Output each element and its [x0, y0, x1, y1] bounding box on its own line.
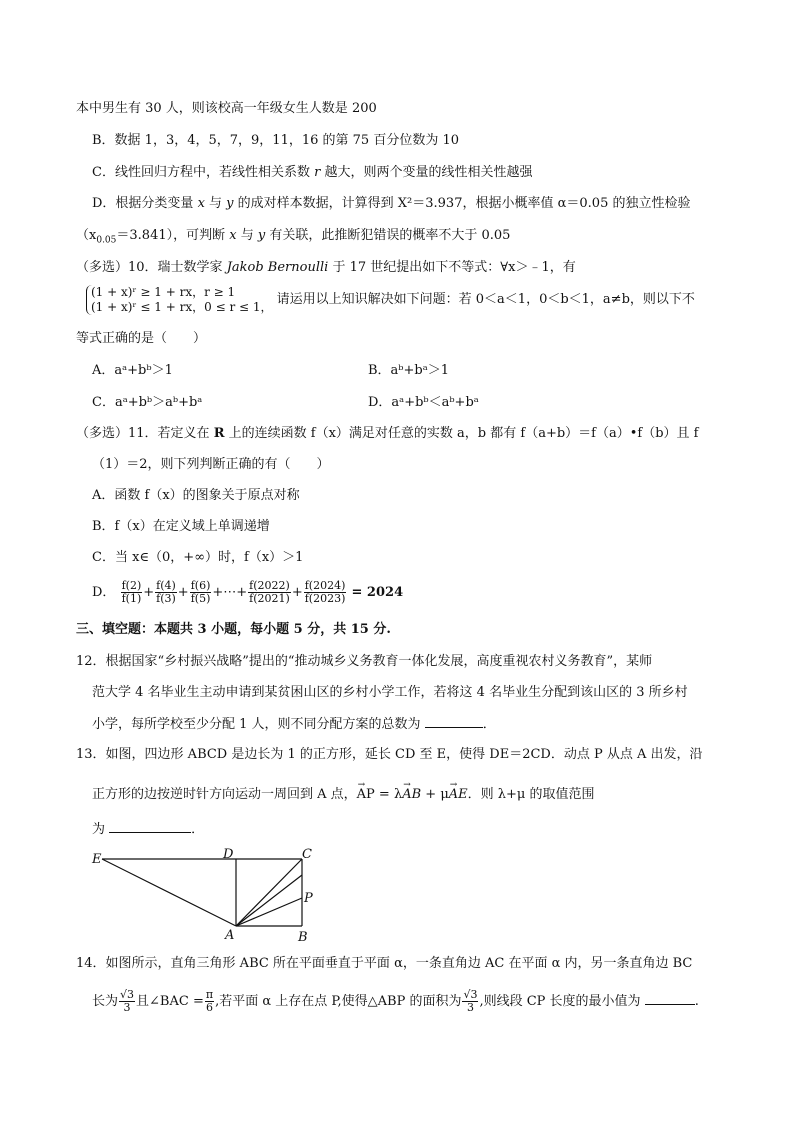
label-c: C: [302, 847, 312, 862]
q13-line1: 13．如图，四边形 ABCD 是边长为 1 的正方形，延长 CD 至 E，使得 DE＝2CD．动点 P 从点 A 出发，沿: [76, 747, 703, 762]
q9-option-d-line2: $(x_{0.05}=3.841)$，可判断 x 与 y 有关联，此推断犯错误的概率不大于 0.05: [76, 228, 511, 246]
fraction: $\frac{√3}{3}$: [463, 988, 478, 1014]
q10-heading: （多选）10．瑞士数学家 Jakob Bernoulli 于 17 世纪提出如下不等式：∀x＞﹣1，有: [76, 260, 576, 275]
segment-ea: [102, 859, 236, 926]
q10-option-d: D．aᵃ+bᵇ＜aᵇ+bᵃ: [368, 395, 479, 410]
segment-a-to-cb: [236, 875, 302, 926]
q11-option-d: D． $\frac{f(2)}{f(1)}$ + $\frac{f(4)}{f(3)}$ + $\frac{f(6)}{f(5)}$ +⋯+ $\frac{f(2022)}{f(2021)}$ + $\frac{f(2024)}{f(2023)}$ = 2024: [92, 579, 404, 605]
fraction: $\frac{\pi}{6}$: [205, 988, 214, 1014]
q11-heading: （多选）11．若定义在 R 上的连续函数 f（x）满足对任意的实数 a，b 都有 f（a+b）＝f（a）•f（b）且 f: [76, 426, 699, 441]
q10-option-c: C．aᵃ+bᵇ＞aᵇ+bᵃ: [92, 395, 203, 410]
section-heading-fill-in: 三、填空题：本题共 3 小题，每小题 5 分，共 15 分.: [76, 622, 391, 637]
q10-option-b: B．aᵇ+bᵃ＞1: [368, 363, 450, 378]
q9-option-d-line1: D．根据分类变量 x 与 y 的成对样本数据，计算得到 Χ²＝3.937，根据小概率值 α＝0.05 的独立性检验: [92, 196, 691, 211]
segment-ap: [236, 898, 302, 926]
q10-option-a: A．aᵃ+bᵇ＞1: [92, 363, 173, 378]
label-e: E: [92, 852, 102, 867]
fraction: $\frac{f(2)}{f(1)}$: [121, 579, 142, 605]
label-p: P: [304, 891, 313, 906]
q10-condition-line: (1 + x)ʳ ≥ 1 + rx，r ≥ 1 (1 + x)ʳ ≤ 1 + rx，0 ≤ r ≤ 1， 请运用以上知识解决如下问题：若 0＜a＜1，0＜b＜1，a≠b，则以下不: [86, 284, 695, 316]
q11-heading-line2: （1）＝2，则下列判断正确的有（ ）: [92, 457, 330, 472]
q14-line1: 14．如图所示，直角三角形 ABC 所在平面垂直于平面 α，一条直角边 AC 在平面 α 内，另一条直角边 BC: [76, 956, 693, 971]
q10-bernoulli-cases: (1 + x)ʳ ≥ 1 + rx，r ≥ 1 (1 + x)ʳ ≤ 1 + rx，0 ≤ r ≤ 1，: [86, 285, 273, 315]
label-a: A: [225, 928, 235, 943]
q13-line3: 为 ．: [92, 822, 205, 837]
answer-blank[interactable]: [425, 715, 483, 728]
q12-line2: 范大学 4 名毕业生主动申请到某贫困山区的乡村小学工作，若将这 4 名毕业生分配到该山区的 3 所乡村: [92, 685, 688, 700]
answer-blank[interactable]: [109, 820, 191, 833]
q14-line2: 长为 $\frac{√3}{3}$ 且∠BAC = $\frac{\pi}{6}$ ,若平面 α 上存在点 P,使得△ABP 的面积为 $\frac{√3}{3}$ ,则线段 CP 长度的最小值为 .: [92, 988, 699, 1014]
q10-tail: 等式正确的是（ ）: [76, 331, 207, 346]
answer-blank[interactable]: [645, 992, 695, 1005]
q11-option-b: B．f（x）在定义域上单调递增: [92, 519, 270, 534]
q9-option-b: B．数据 1，3，4，5，7，9，11，16 的第 75 百分位数为 10: [92, 133, 460, 148]
q13-square-figure: [90, 845, 330, 945]
q12-line1: 12．根据国家“乡村振兴战略”提出的“推动城乡义务教育一体化发展，高度重视农村义务教育”，某师: [76, 654, 653, 669]
q12-line3: 小学，每所学校至少分配 1 人，则不同分配方案的总数为 ．: [92, 717, 496, 732]
fraction: $\frac{f(2024)}{f(2023)}$: [304, 579, 346, 605]
q13-line2: 正方形的边按逆时针方向运动一周回到 A 点，→ AP = λ→ AB + μ→ AE．则 λ+μ 的取值范围: [92, 786, 595, 804]
label-b: B: [298, 930, 308, 945]
q9-line-a-tail: 本中男生有 30 人，则该校高一年级女生人数是 200: [76, 101, 377, 116]
fraction: $\frac{√3}{3}$: [120, 988, 135, 1014]
q11-option-a: A．函数 f（x）的图象关于原点对称: [92, 488, 300, 503]
fraction: $\frac{f(6)}{f(5)}$: [190, 579, 211, 605]
label-d: D: [223, 847, 234, 862]
segment-ac: [236, 859, 302, 926]
q9-option-c: C．线性回归方程中，若线性相关系数 r 越大，则两个变量的线性相关性越强: [92, 165, 533, 180]
q11-option-c: C．当 x∈（0，+∞）时，f（x）＞1: [92, 550, 304, 565]
fraction: $\frac{f(2022)}{f(2021)}$: [249, 579, 290, 605]
fraction: $\frac{f(4)}{f(3)}$: [156, 579, 176, 605]
